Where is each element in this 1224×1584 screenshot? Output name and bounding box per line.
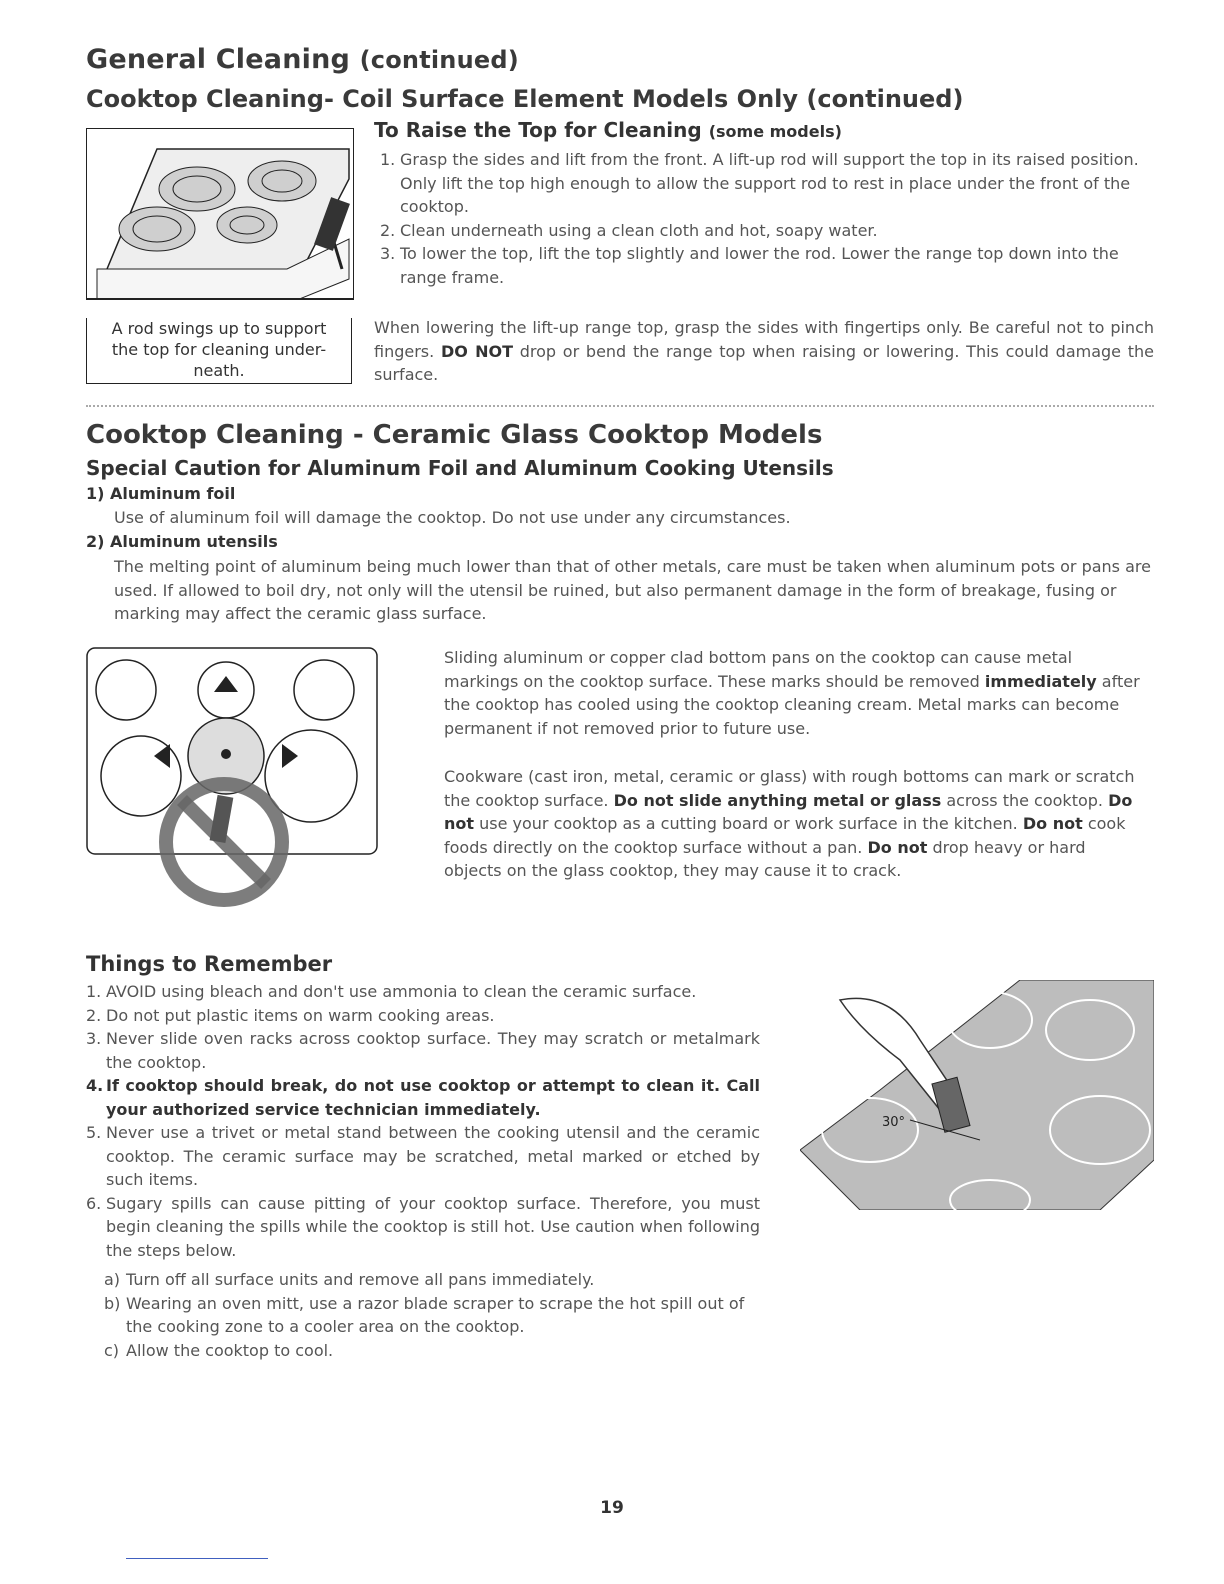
raised-cooktop-illustration xyxy=(87,129,353,299)
section-heading-coil: Cooktop Cleaning- Coil Surface Element Models Only (continued) xyxy=(86,85,964,113)
list-item: 1. AVOID using bleach and don't use ammonia to clean the ceramic surface. xyxy=(86,982,697,1001)
spill-steps-list xyxy=(86,1268,760,1362)
aluminum-utensils-title: 2) Aluminum utensils xyxy=(86,532,278,551)
footer-line xyxy=(126,1558,268,1559)
list-item: 2. Do not put plastic items on warm cooking areas. xyxy=(86,1005,495,1025)
special-caution-heading: Special Caution for Aluminum Foil and Aluminum Cooking Utensils xyxy=(86,456,834,480)
page-title: General Cleaning (continued) xyxy=(86,44,519,75)
aluminum-utensils-text: The melting point of aluminum being much lower than that of other metals, care must be taken when aluminum pots or pans are used. If allowed to boil dry, not only will the utensil be ruined, but also permanent damage in the form of breakage, fusing or marking may affect the ceramic glass surface. xyxy=(114,557,1151,623)
section-divider xyxy=(86,405,1154,407)
section-heading-ceramic: Cooktop Cleaning - Ceramic Glass Cooktop Models xyxy=(86,420,823,450)
no-sliding-illustration xyxy=(86,646,382,908)
angle-label: 30° xyxy=(882,1115,906,1130)
no-sliding-figure xyxy=(86,646,382,908)
list-item: 3. To lower the top, lift the top slightly and lower the rod. Lower the range top down into the range frame. xyxy=(380,244,1119,287)
list-item: 2. Clean underneath using a clean cloth and hot, soapy water. xyxy=(380,220,878,240)
list-item: c) Allow the cooktop to cool. xyxy=(104,1340,334,1360)
list-item: a) Turn off all surface units and remove all pans immediately. xyxy=(104,1270,595,1289)
list-item: b) Wearing an oven mitt, use a razor blade scraper to scrape the hot spill out of the cooking zone to a cooler area on the cooktop. xyxy=(104,1293,745,1336)
scraper-illustration xyxy=(800,980,1154,1210)
list-item: 3. Never slide oven racks across cooktop surface. They may scratch or metalmark the cooktop. xyxy=(86,1029,760,1072)
raised-cooktop-caption: A rod swings up to support the top for cleaning under-neath. xyxy=(86,318,352,384)
list-item: 4. If cooktop should break, do not use cooktop or attempt to clean it. Call your authorized service technician immediately. xyxy=(86,1076,760,1119)
list-item: 1. Grasp the sides and lift from the front. A lift-up rod will support the top in its raised position. Only lift the top high enough to allow the support rod to rest in place under the front of the cooktop. xyxy=(380,150,1139,216)
scraper-figure xyxy=(800,980,1154,1210)
list-item: 5. Never use a trivet or metal stand between the cooking utensil and the ceramic cooktop. The ceramic surface may be scratched, metal marked or etched by such items. xyxy=(86,1123,760,1189)
cookware-paragraph: Cookware (cast iron, metal, ceramic or glass) with rough bottoms can mark or scratch the cooktop surface. Do not slide anything metal or glass across the cooktop. Do not use your cooktop as a cutting board or work surface in the kitchen. Do not cook foods directly on the cooktop surface without a pan. Do not drop heavy or hard objects on the glass cooktop, they may cause it to crack. xyxy=(444,767,1135,880)
page-number: 19 xyxy=(600,1498,624,1518)
figure-divider xyxy=(86,298,354,299)
things-to-remember-heading: Things to Remember xyxy=(86,952,333,976)
list-item: 6. Sugary spills can cause pitting of your cooktop surface. Therefore, you must begin cleaning the spills while the cooktop is still hot. Use caution when following the steps below. xyxy=(86,1193,760,1260)
raise-top-steps xyxy=(380,148,1154,289)
raise-top-caution: When lowering the lift-up range top, grasp the sides with fingertips only. Be careful not to pinch fingers. DO NOT drop or bend the range top when raising or lowering. This could damage the surface. xyxy=(374,318,1155,384)
raise-top-heading: To Raise the Top for Cleaning (some models) xyxy=(374,118,842,142)
things-to-remember-list xyxy=(86,980,760,1262)
raised-cooktop-figure xyxy=(86,128,354,300)
aluminum-foil-title: 1) Aluminum foil xyxy=(86,484,236,503)
aluminum-foil-text: Use of aluminum foil will damage the cooktop. Do not use under any circumstances. xyxy=(114,508,791,527)
sliding-pans-paragraph: Sliding aluminum or copper clad bottom pans on the cooktop can cause metal markings on the cooktop surface. These marks should be removed immediately after the cooktop has cooled using the cooktop cleaning cream. Metal marks can become permanent if not removed prior to future use. xyxy=(444,648,1140,738)
